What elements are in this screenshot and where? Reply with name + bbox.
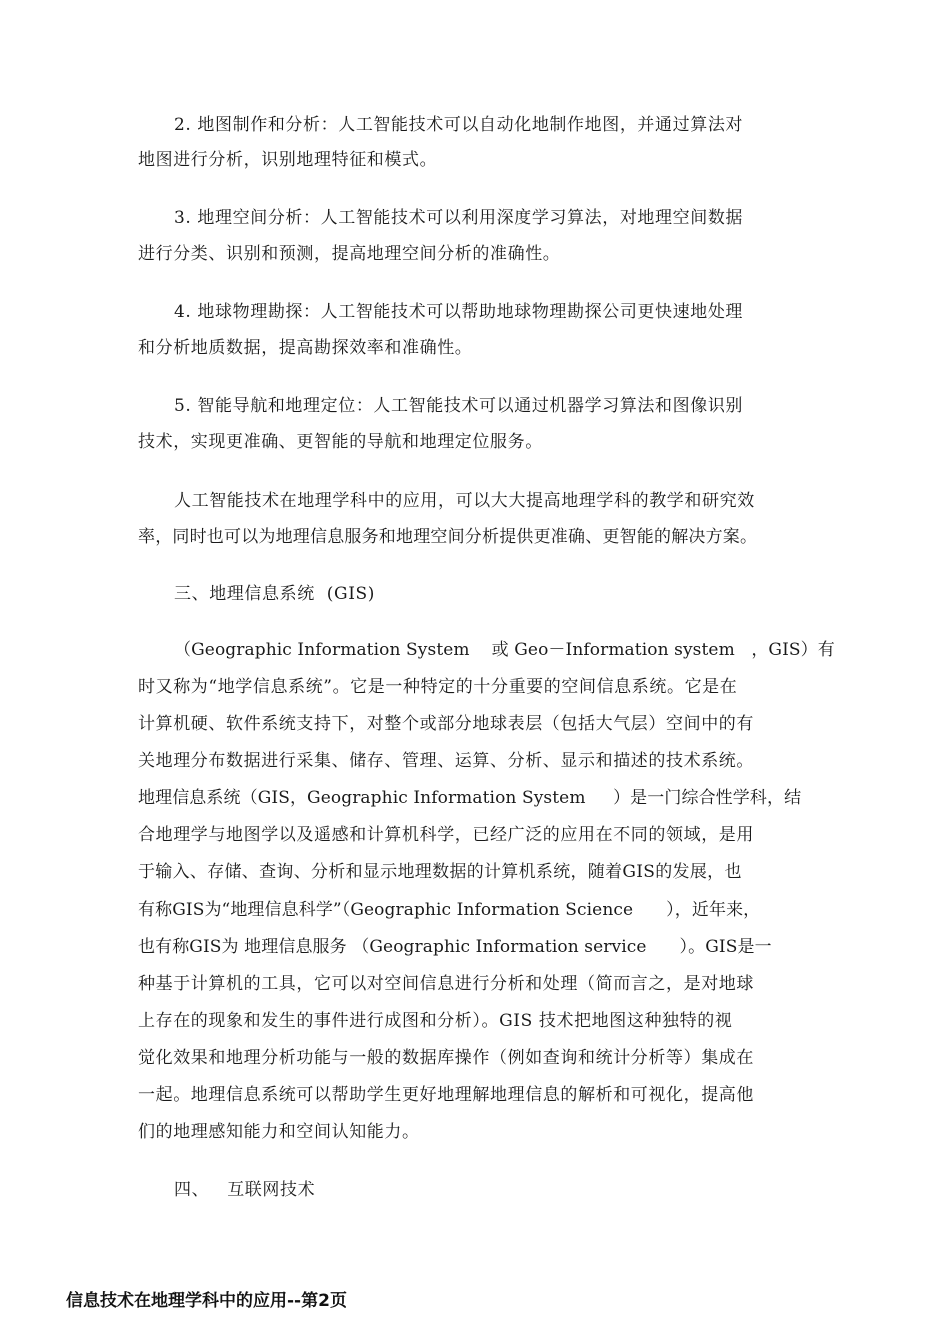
text-line: 5. 智能导航和地理定位：人工智能技术可以通过机器学习算法和图像识别: [174, 396, 744, 416]
text-line: 一起。地理信息系统可以帮助学生更好地理解地理信息的解析和可视化，提高他: [138, 1085, 754, 1105]
text-line: 4. 地球物理勘探：人工智能技术可以帮助地球物理勘探公司更快速地处理: [174, 302, 744, 322]
text-line: 有称GIS为“地理信息科学”（Geographic Information Science ），近年来，: [138, 900, 761, 920]
text-line: 合地理学与地图学以及遥感和计算机科学，已经广泛的应用在不同的领域，是用: [138, 825, 754, 845]
text-line: 2. 地图制作和分析：人工智能技术可以自动化地制作地图，并通过算法对: [174, 115, 744, 135]
text-line: 率，同时也可以为地理信息服务和地理空间分析提供更准确、更智能的解决方案。: [138, 527, 758, 547]
text-line: 地理信息系统（GIS，Geographic Information System ）是一门综合性学科，结: [138, 788, 802, 808]
text-line: 于输入、存储、查询、分析和显示地理数据的计算机系统，随着GIS的发展，也: [138, 862, 742, 882]
text-line: 地图进行分析，识别地理特征和模式。: [138, 150, 438, 170]
text-line: 种基于计算机的工具，它可以对空间信息进行分析和处理（简而言之，是对地球: [138, 974, 754, 994]
text-line: （Geographic Information System 或 Geo－Information system ，GIS）有: [174, 640, 835, 660]
text-line: 和分析地质数据，提高勘探效率和准确性。: [138, 338, 473, 358]
text-line: 们的地理感知能力和空间认知能力。: [138, 1122, 420, 1142]
text-line: 时又称为“地学信息系统”。它是一种特定的十分重要的空间信息系统。它是在: [138, 677, 738, 697]
text-line: 进行分类、识别和预测，提高地理空间分析的准确性。: [138, 244, 561, 264]
text-line: 觉化效果和地理分析功能与一般的数据库操作（例如查询和统计分析等）集成在: [138, 1048, 754, 1068]
section-heading: 四、 互联网技术: [174, 1180, 316, 1200]
text-line: 也有称GIS为 地理信息服务 （Geographic Information service ）。GIS是一: [138, 937, 772, 957]
text-line: 计算机硬、软件系统支持下，对整个或部分地球表层（包括大气层）空间中的有: [138, 714, 754, 734]
section-heading: 三、地理信息系统 (GIS): [174, 584, 376, 604]
text-line: 人工智能技术在地理学科中的应用，可以大大提高地理学科的教学和研究效: [174, 491, 755, 511]
text-line: 上存在的现象和发生的事件进行成图和分析）。GIS 技术把地图这种独特的视: [138, 1011, 733, 1031]
text-line: 3. 地理空间分析：人工智能技术可以利用深度学习算法，对地理空间数据: [174, 208, 744, 228]
text-line: 技术，实现更准确、更智能的导航和地理定位服务。: [138, 432, 543, 452]
page-footer: 信息技术在地理学科中的应用--第2页: [66, 1291, 347, 1311]
text-line: 关地理分布数据进行采集、储存、管理、运算、分析、显示和描述的技术系统。: [138, 751, 754, 771]
